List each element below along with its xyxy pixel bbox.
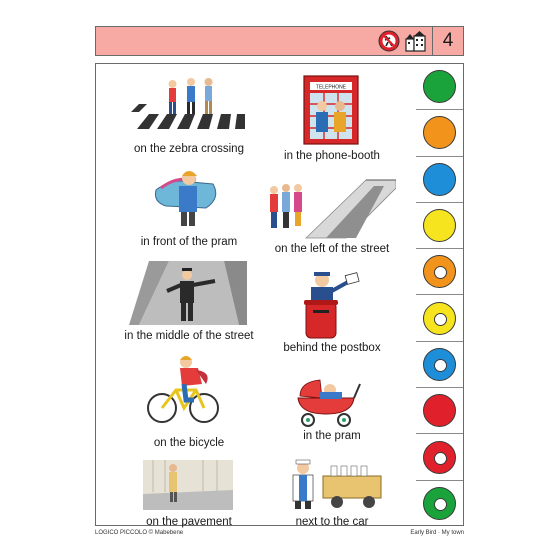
answer-dot [423, 116, 456, 149]
answer-dot [423, 441, 456, 474]
answer-dot-cell[interactable] [416, 157, 463, 203]
header-bar [95, 26, 464, 56]
answer-dot [423, 302, 456, 335]
answer-dot-cell[interactable] [416, 110, 463, 156]
bicycle-rider-illustration [146, 354, 221, 426]
item-label: on the pavement [146, 516, 232, 528]
item-label: behind the postbox [283, 342, 381, 354]
pavement-illustration [143, 460, 233, 510]
street-children-illustration [266, 178, 396, 240]
item-label: in front of the pram [140, 236, 238, 248]
answer-dot-cell[interactable] [416, 388, 463, 434]
pram-woman-illustration [151, 168, 226, 230]
item-label: in the pram [303, 430, 361, 442]
postbox-illustration [294, 270, 364, 340]
item-label: next to the car [295, 516, 369, 528]
answer-dot [423, 163, 456, 196]
answer-dot-cell[interactable] [416, 64, 463, 110]
answer-dot [423, 255, 456, 288]
svg-text:TELEPHONE: TELEPHONE [315, 84, 347, 91]
answer-dot-cell[interactable] [416, 296, 463, 342]
answer-dots-column [416, 63, 464, 526]
policeman-street-illustration [129, 261, 247, 325]
item-label: on the zebra crossing [134, 143, 244, 155]
answer-dot [423, 348, 456, 381]
town-houses-icon [405, 30, 427, 52]
answer-dot [423, 70, 456, 103]
zebra-crossing-illustration [129, 74, 249, 136]
no-entry-icon [378, 30, 400, 52]
answer-dot-cell[interactable] [416, 434, 463, 480]
answer-dot-cell[interactable] [416, 203, 463, 249]
publisher-footer: LOGICO PICCOLO © Mabebene [95, 530, 184, 536]
item-label: in the middle of the street [124, 330, 254, 342]
item-label: in the phone-booth [284, 150, 380, 162]
item-label: on the left of the street [274, 243, 390, 255]
page-number: 4 [432, 27, 463, 55]
series-footer: Early Bird · My town [410, 530, 464, 536]
answer-dot-cell[interactable] [416, 342, 463, 388]
baby-pram-illustration [290, 376, 362, 428]
answer-dot [423, 394, 456, 427]
exercise-card [95, 63, 417, 526]
milkman-car-illustration [281, 458, 386, 510]
answer-dot-cell[interactable] [416, 481, 463, 527]
item-label: on the bicycle [153, 437, 225, 449]
answer-dot-cell[interactable] [416, 249, 463, 295]
answer-dot [423, 487, 456, 520]
answer-dot [423, 209, 456, 242]
phone-booth-illustration [296, 74, 366, 146]
